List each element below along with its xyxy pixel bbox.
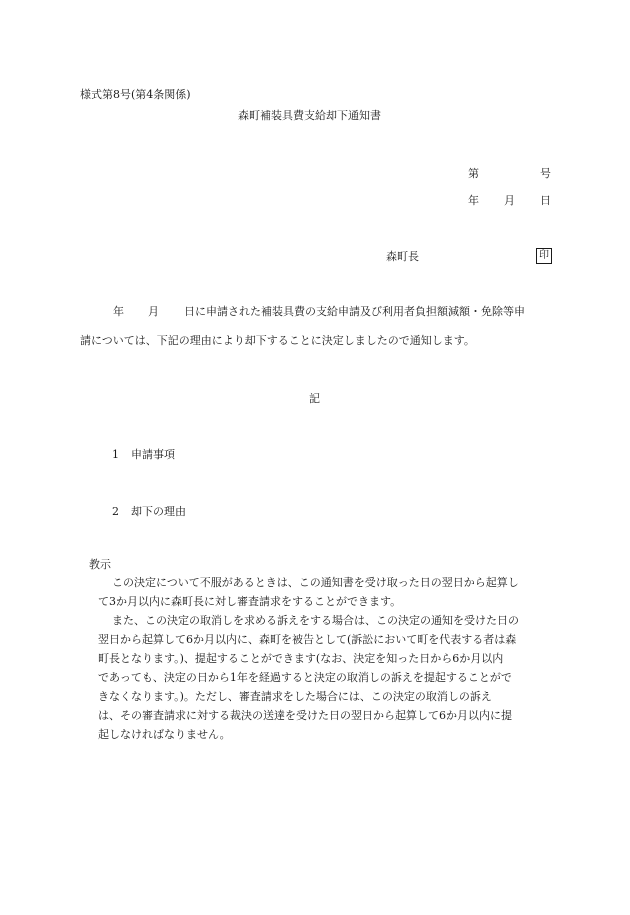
body-line1: 日に申請された補装具費の支給申請及び利用者負担額減額・免除等申 (184, 305, 525, 318)
date-day: 日 (540, 194, 551, 207)
body-month: 月 (148, 305, 159, 318)
kyoji-line: 起しなければなりません。 (98, 728, 231, 741)
kyoji-line: きなくなります。)。ただし、審査請求をした場合には、この決定の取消しの訴え (98, 690, 492, 703)
item-2-number: 2 (112, 505, 119, 518)
kyoji-line: であっても、決定の日から1年を経過すると決定の取消しの訴えを提起することがで (98, 671, 512, 684)
kyoji-line: 町長となります。)、提起することができます(なお、決定を知った日から6か月以内 (98, 652, 504, 665)
kyoji-heading: 教示 (89, 558, 111, 571)
form-number: 様式第8号(第4条関係) (80, 88, 191, 101)
seal-mark: 印 (536, 248, 552, 264)
kyoji-line: 翌日から起算して6か月以内に、森町を被告として(訴訟において町を代表する者は森 (98, 633, 517, 646)
kyoji-line: は、その審査請求に対する裁決の送達を受けた日の翌日から起算して6か月以内に提 (98, 709, 512, 722)
body-year: 年 (113, 305, 124, 318)
issuer-name: 森町長 (386, 250, 419, 263)
body-line2: 請については、下記の理由により却下することに決定しましたので通知します。 (80, 334, 475, 347)
kyoji-line: て3か月以内に森町長に対し審査請求をすることができます。 (98, 595, 402, 608)
kyoji-line: この決定について不服があるときは、この通知書を受け取った日の翌日から起算し (112, 576, 519, 589)
doc-number-go: 号 (540, 167, 551, 180)
kyoji-line: また、この決定の取消しを求める訴えをする場合は、この決定の通知を受けた日の (112, 614, 519, 627)
item-2-label: 却下の理由 (131, 505, 186, 518)
document-title: 森町補装具費支給却下通知書 (238, 109, 381, 122)
doc-number-dai: 第 (468, 167, 479, 180)
date-month: 月 (504, 194, 515, 207)
item-1-label: 申請事項 (131, 448, 175, 461)
ki-heading: 記 (309, 392, 320, 405)
date-year: 年 (468, 194, 479, 207)
item-1-number: 1 (112, 448, 119, 461)
